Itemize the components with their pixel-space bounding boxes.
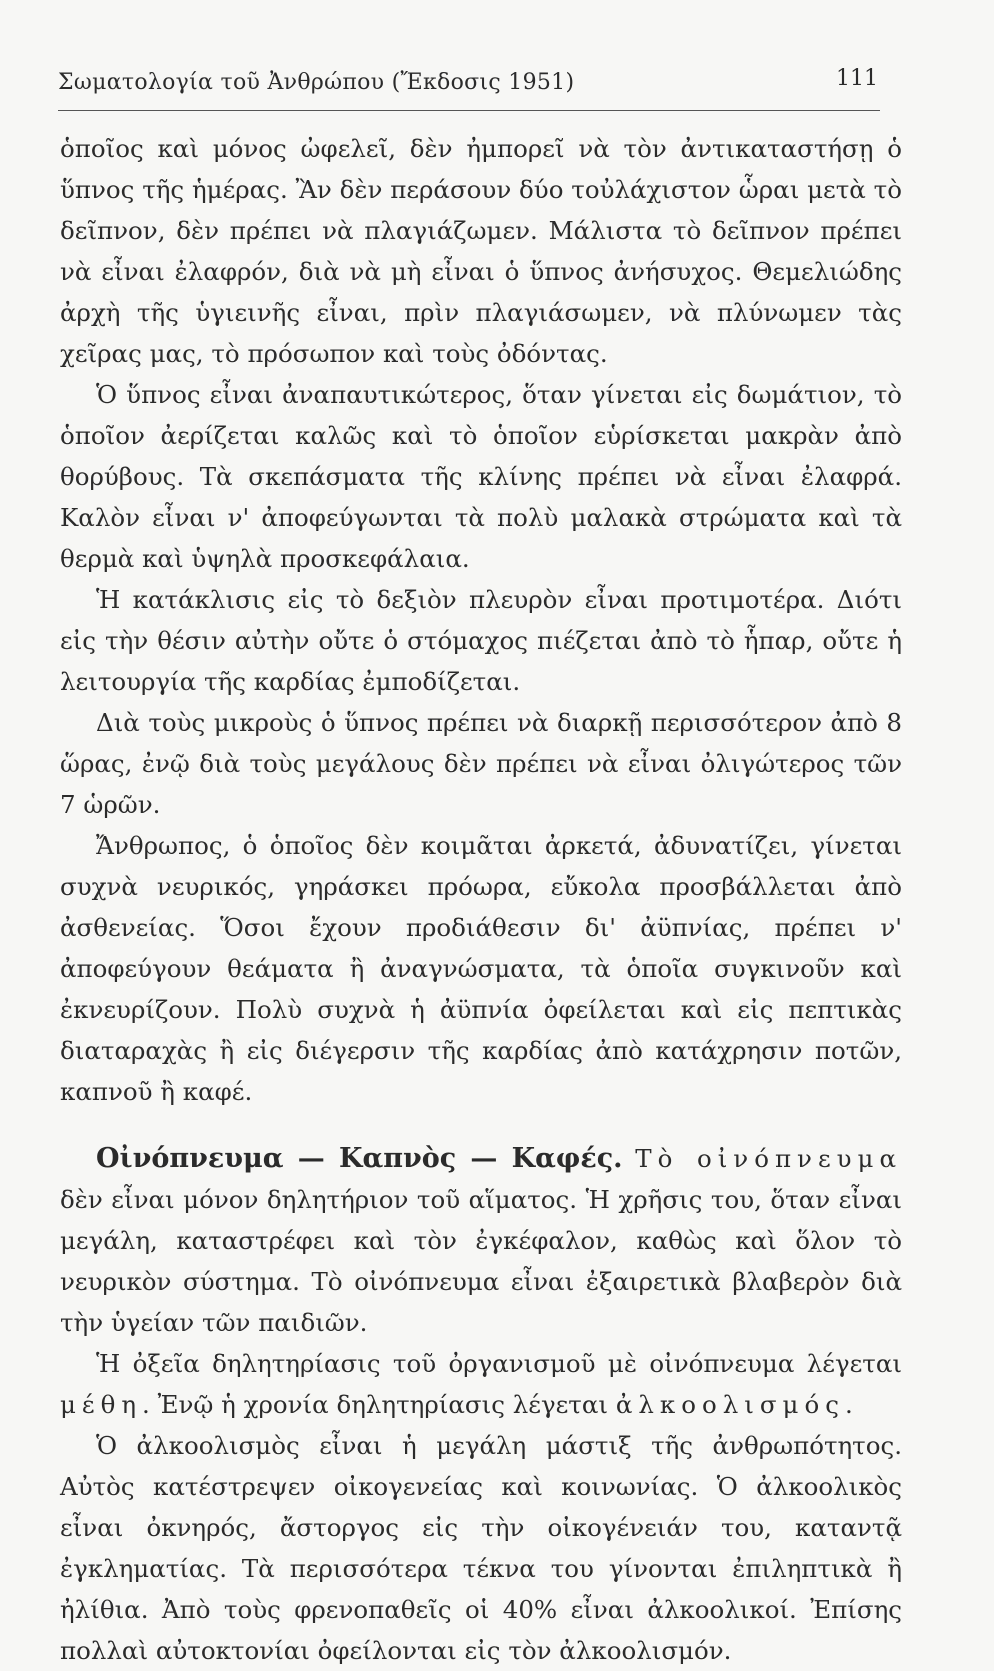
paragraph-sleep-position: Ἡ κατάκλισις εἰς τὸ δεξιὸν πλευρὸν εἶναι προτιμοτέρα. Διότι εἰς τὴν θέσιν αὐτὴν οὔτε ὁ στόμαχος πιέζεται ἀπὸ τὸ ἧπαρ, οὔτε ἡ λειτουργία τῆς καρδίας ἐμποδίζεται. [60,585,902,696]
paragraph-sleep-continuation: ὁποῖος καὶ μόνος ὠφελεῖ, δὲν ἠμπορεῖ νὰ τὸν ἀντικαταστήσῃ ὁ ὕπνος τῆς ἡμέρας. Ἂν δὲν περάσουν δύο τοὐλάχιστον ὧραι μετὰ τὸ δεῖπνον, δὲν πρέπει νὰ πλαγιάζωμεν. Μάλιστα τὸ δεῖπνον πρέπει νὰ εἶναι ἐλαφρόν, διὰ νὰ μὴ εἶναι ὁ ὕπνος ἀνήσυχος. Θεμελιώδης ἀρχὴ τῆς ὑγιεινῆς εἶναι, πρὶν πλαγιάσωμεν, νὰ πλύνωμεν τὰς χεῖρας μας, τὸ πρόσωπον καὶ τοὺς ὀδόντας. [60,134,902,368]
paragraph-alcohol-intro [60,1138,902,1343]
body-text [60,128,902,1671]
running-title: Σωματολογία τοῦ Ἀνθρώπου (Ἔκδοσις 1951) [58,70,575,95]
spaced-term-alcoholism: ἀλκοολισμός [615,1390,845,1419]
section-heading: Οἰνόπνευμα — Καπνὸς — Καφές. [96,1143,623,1174]
section-alcohol [60,1138,902,1671]
intoxication-text-start: Ἡ ὀξεῖα δηλητηρίασις τοῦ ὀργανισμοῦ μὲ οἰνόπνευμα λέγεται [96,1349,902,1378]
spaced-term-drunkenness: μέθη [60,1390,143,1419]
spaced-term-alcohol: Τὸ οἰνόπνευμα [635,1144,903,1173]
paragraph-intoxication [60,1343,902,1425]
paragraph-alcoholism: Ὁ ἀλκοολισμὸς εἶναι ἡ μεγάλη μάστιξ τῆς ἀνθρωπότητος. Αὐτὸς κατέστρεψεν οἰκογενείας καὶ κοινωνίας. Ὁ ἀλκοολικὸς εἶναι ὀκνηρός, ἄστοργος εἰς τὴν οἰκογένειάν του, καταντᾷ ἐγκληματίας. Τὰ περισσότερα τέκνα του γίνονται ἐπιληπτικὰ ἢ ἠλίθια. Ἀπὸ τοὺς φρενοπαθεῖς οἱ 40% εἶναι ἀλκοολικοί. Ἐπίσης πολλαὶ αὐτοκτονίαι ὀφείλονται εἰς τὸν ἀλκοολισμόν. [60,1431,902,1665]
page-header [58,62,878,102]
paragraph-insomnia: Ἄνθρωπος, ὁ ὁποῖος δὲν κοιμᾶται ἀρκετά, ἀδυνατίζει, γίνεται συχνὰ νευρικός, γηράσκει πρόωρα, εὔκολα προσβάλλεται ἀπὸ ἀσθενείας. Ὅσοι ἔχουν προδιάθεσιν δι' ἀϋπνίας, πρέπει ν' ἀποφεύγουν θεάματα ἢ ἀναγνώσματα, τὰ ὁποῖα συγκινοῦν καὶ ἐκνευρίζουν. Πολὺ συχνὰ ἡ ἀϋπνία ὀφείλεται καὶ εἰς πεπτικὰς διαταραχὰς ἢ εἰς διέγερσιν τῆς καρδίας ἀπὸ κατάχρησιν ποτῶν, καπνοῦ ἢ καφέ. [60,831,902,1106]
paragraph-sleep-room: Ὁ ὕπνος εἶναι ἀναπαυτικώτερος, ὅταν γίνεται εἰς δωμάτιον, τὸ ὁποῖον ἀερίζεται καλῶς καὶ τὸ ὁποῖον εὑρίσκεται μακρὰν ἀπὸ θορύβους. Τὰ σκεπάσματα τῆς κλίνης πρέπει νὰ εἶναι ἐλαφρά. Καλὸν εἶναι ν' ἀποφεύγωνται τὰ πολὺ μαλακὰ στρώματα καὶ τὰ θερμὰ καὶ ὑψηλὰ προσκεφάλαια. [60,380,902,573]
intoxication-text-end: . [844,1390,853,1419]
header-rule [58,110,880,111]
paragraph-sleep-duration: Διὰ τοὺς μικροὺς ὁ ὕπνος πρέπει νὰ διαρκῇ περισσότερον ἀπὸ 8 ὥρας, ἐνῷ διὰ τοὺς μεγάλους δὲν πρέπει νὰ εἶναι ὀλιγώτερος τῶν 7 ὡρῶν. [60,708,902,819]
alcohol-intro-text: δὲν εἶναι μόνον δηλητήριον τοῦ αἵματος. Ἡ χρῆσις του, ὅταν εἶναι μεγάλη, καταστρέφει καὶ τὸν ἐγκέφαλον, καθὼς καὶ ὅλον τὸ νευρικὸν σύστημα. Τὸ οἰνόπνευμα εἶναι ἐξαιρετικὰ βλαβερὸν διὰ τὴν ὑγείαν τῶν παιδιῶν. [60,1185,902,1337]
page-number: 111 [836,66,878,91]
intoxication-text-mid: . Ἐνῷ ἡ χρονία δηλητηρίασις λέγεται [142,1390,609,1419]
